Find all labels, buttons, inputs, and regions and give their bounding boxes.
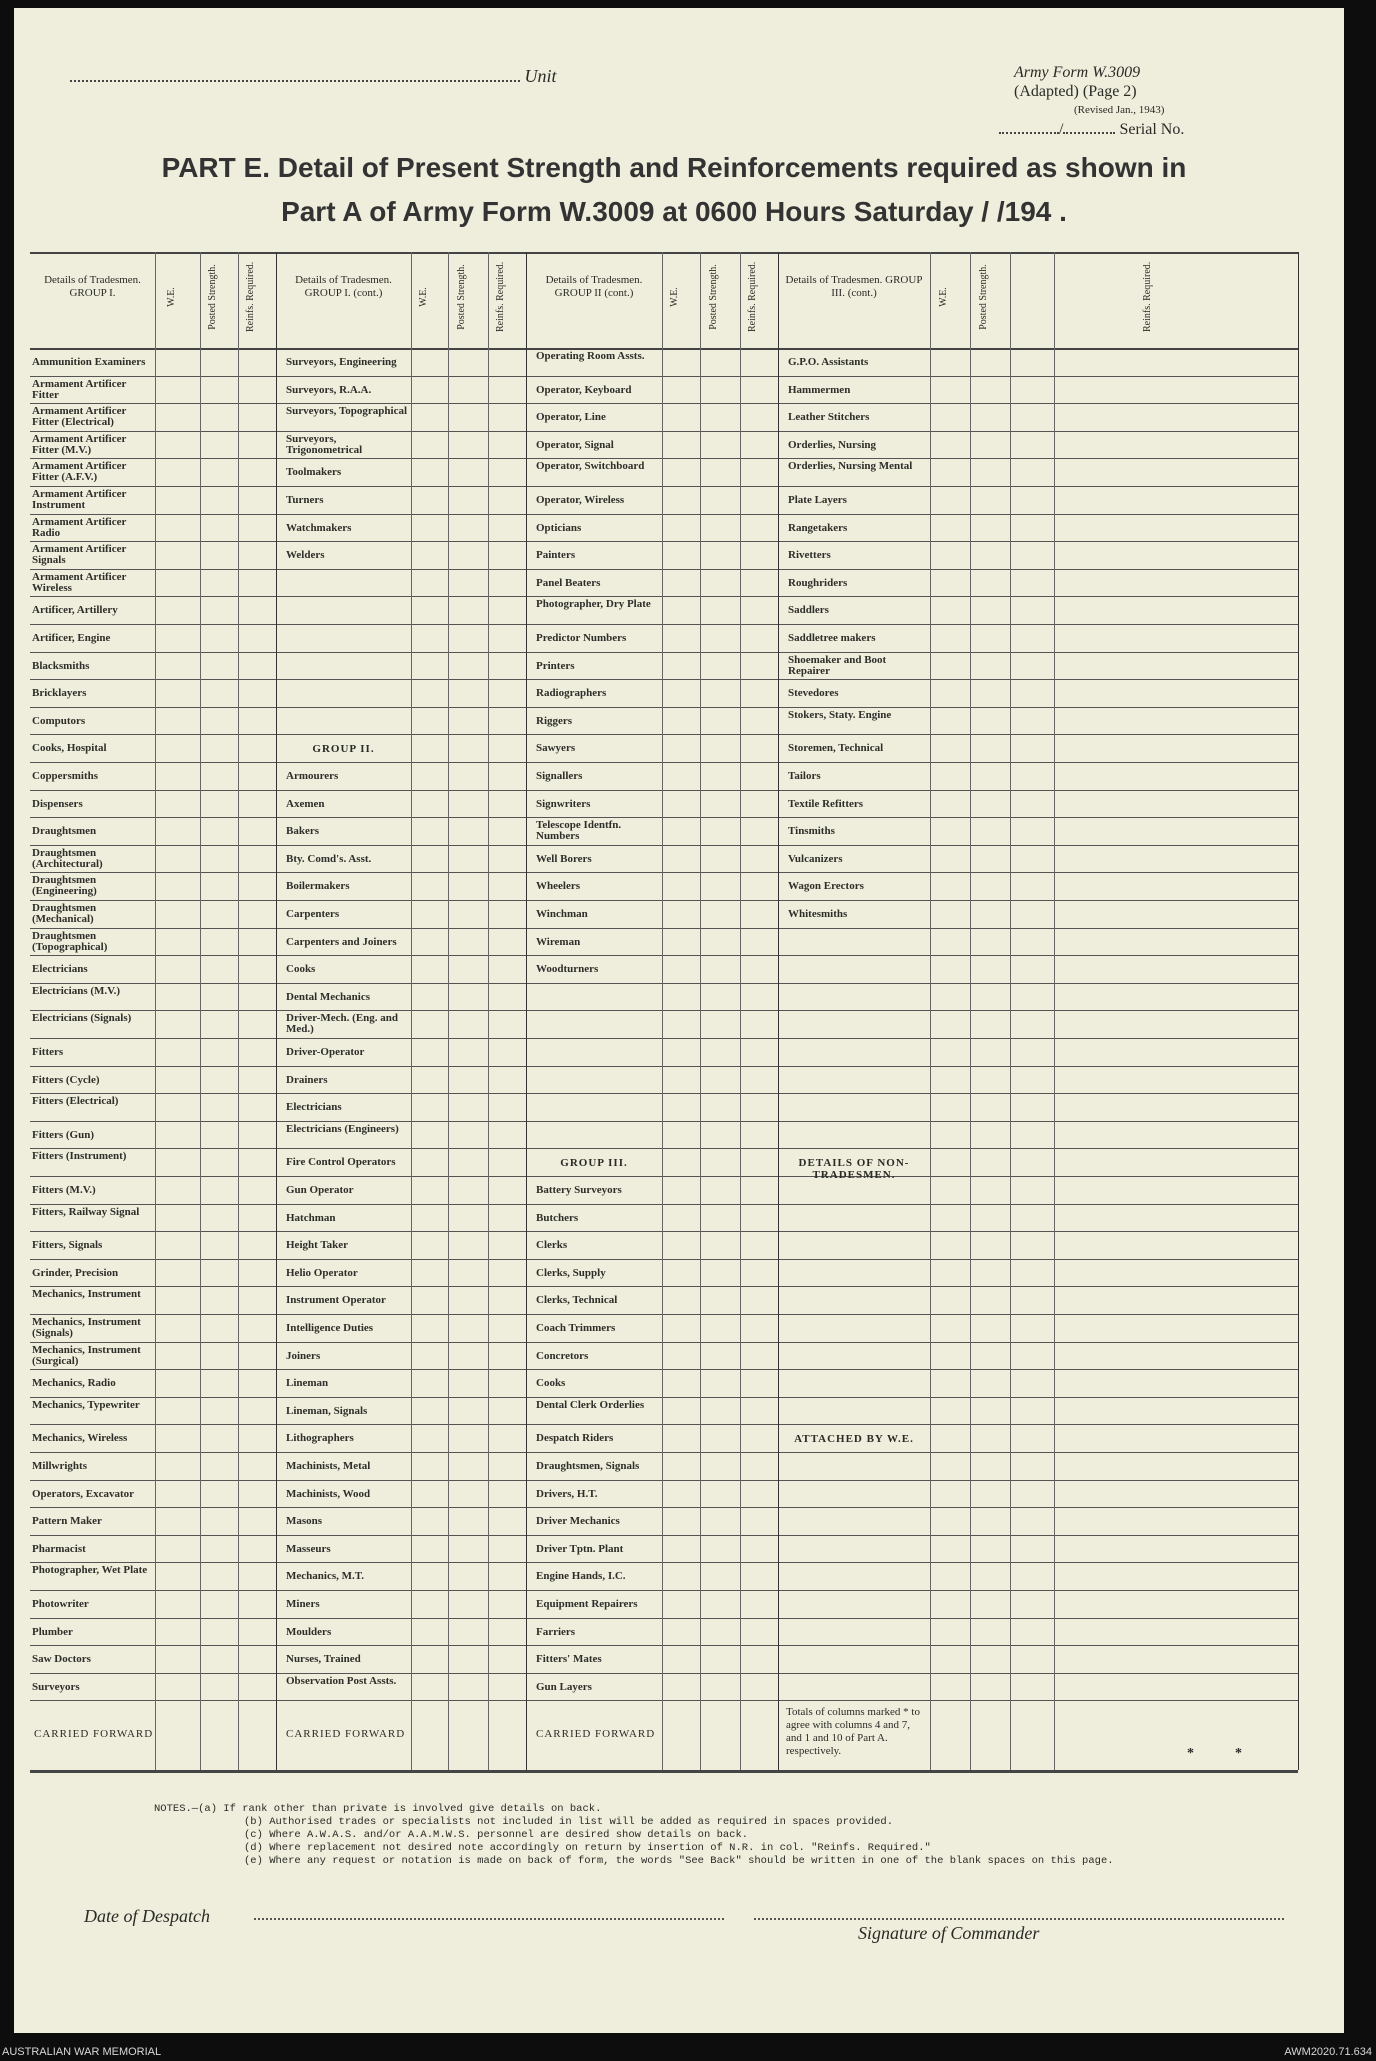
row-rule: [30, 928, 1298, 929]
row-label: Radiographers: [536, 688, 607, 700]
signature-of-commander-label: Signature of Commander: [858, 1923, 1040, 1943]
row-label: Operators, Excavator: [32, 1488, 135, 1500]
row-label: Electricians (Engineers): [286, 1123, 399, 1135]
row-label: Fitters, Railway Signal: [32, 1206, 140, 1218]
row-label: Signwriters: [536, 798, 591, 810]
strength-table: [30, 248, 1298, 1790]
row-label: Clerks: [536, 1240, 568, 1252]
row-label: Photowriter: [32, 1599, 89, 1610]
row-label: Machinists, Wood: [286, 1488, 371, 1500]
row-label: Rangetakers: [788, 522, 848, 534]
row-rule: [30, 900, 1298, 901]
row-rule: [30, 1507, 1298, 1508]
row-rule: [30, 1535, 1298, 1536]
row-label: Miners: [286, 1599, 320, 1610]
row-label: Armament Artificer Fitter (M.V.): [32, 433, 127, 456]
row-rule: [30, 1286, 1298, 1287]
column-rule: [276, 252, 277, 1770]
row-label: Operator, Wireless: [536, 495, 625, 506]
row-label: Concretors: [536, 1350, 589, 1362]
row-label: Surveyors, Trigonometrical: [286, 433, 363, 456]
row-label: Winchman: [536, 909, 588, 920]
row-rule: [30, 1369, 1298, 1370]
row-rule: [30, 403, 1298, 404]
row-label: Clerks, Supply: [536, 1267, 606, 1279]
row-label: Watchmakers: [286, 522, 352, 534]
row-rule: [30, 1452, 1298, 1453]
row-rule: [30, 541, 1298, 542]
table-header-rule: [30, 348, 1298, 350]
row-label: Masons: [286, 1516, 323, 1528]
row-label: Blacksmiths: [32, 660, 90, 672]
group-title: GROUP III.: [560, 1157, 628, 1170]
row-label: Tailors: [788, 771, 821, 782]
form-adapted: (Adapted) (Page 2): [1014, 83, 1137, 100]
row-rule: [30, 458, 1298, 459]
row-label: Butchers: [536, 1212, 579, 1224]
row-label: Carpenters: [286, 909, 340, 920]
row-rule: [30, 1562, 1298, 1563]
row-label: Surveyors, R.A.A.: [286, 384, 372, 396]
row-label: Draughtsmen (Mechanical): [32, 903, 97, 925]
reinfs-required-header: Reinfs. Required.: [245, 261, 256, 332]
row-label: Gun Operator: [286, 1185, 354, 1196]
row-rule: [30, 707, 1298, 708]
row-label: Leather Stitchers: [788, 412, 870, 424]
row-label: Printers: [536, 660, 575, 672]
row-label: Equipment Repairers: [536, 1599, 638, 1610]
row-rule: [30, 1010, 1298, 1011]
row-label: Coppersmiths: [32, 771, 99, 782]
row-label: Armament Artificer Wireless: [32, 571, 127, 594]
column-rule: [488, 252, 489, 1770]
row-label: Cooks: [286, 964, 316, 976]
row-label: Fitters (Cycle): [32, 1074, 100, 1086]
group-title: DETAILS OF NON-TRADESMEN.: [798, 1157, 910, 1182]
row-label: Surveyors, Topographical: [286, 406, 408, 418]
row-label: Sawyers: [536, 743, 576, 755]
row-rule: [30, 1148, 1298, 1149]
row-label: Orderlies, Nursing: [788, 439, 876, 451]
row-label: Pattern Maker: [32, 1516, 102, 1528]
row-label: Wireman: [536, 936, 581, 948]
row-label: Signallers: [536, 771, 583, 782]
row-rule: [30, 679, 1298, 680]
row-label: Driver-Mech. (Eng. and Med.): [286, 1013, 399, 1036]
row-label: Armament Artificer Instrument: [32, 489, 127, 511]
notes-section: [154, 1803, 1204, 1868]
star-marker: *: [1235, 1746, 1242, 1762]
date-of-despatch-label: Date of Despatch: [84, 1906, 210, 1926]
form-reference: [1014, 63, 1244, 120]
row-label: Engine Hands, I.C.: [536, 1571, 626, 1583]
row-label: Telescope Identfn. Numbers: [536, 820, 622, 843]
title-line-2: Part A of Army Form W.3009 at 0600 Hours Saturday / /194 .: [281, 196, 1067, 227]
row-rule: [30, 376, 1298, 377]
row-label: Mechanics, Wireless: [32, 1433, 128, 1445]
column-rule: [448, 252, 449, 1770]
row-rule: [30, 486, 1298, 487]
reinfs-required-header: Reinfs. Required.: [747, 261, 758, 332]
row-label: Drainers: [286, 1074, 328, 1086]
row-label: Lithographers: [286, 1433, 354, 1445]
we-header: W.E.: [165, 287, 177, 307]
row-label: Fitters (Electrical): [32, 1096, 119, 1108]
row-label: Fire Control Operators: [286, 1157, 396, 1169]
row-rule: [30, 1645, 1298, 1646]
column-header-3: Details of Tradesmen. GROUP II (cont.): [545, 274, 643, 299]
carried-forward-label: CARRIED FORWARD: [34, 1728, 154, 1741]
row-label: Hammermen: [788, 384, 851, 396]
row-label: Vulcanizers: [788, 853, 843, 865]
row-label: Nurses, Trained: [286, 1654, 361, 1666]
row-label: Saddletree makers: [788, 633, 876, 644]
group-title: GROUP II.: [312, 743, 375, 756]
row-label: Riggers: [536, 715, 573, 727]
row-label: Tinsmiths: [788, 826, 835, 838]
row-label: Saddlers: [788, 605, 829, 617]
row-rule: [30, 1121, 1298, 1122]
row-label: Welders: [286, 550, 325, 562]
row-label: Draughtsmen (Topographical): [32, 930, 108, 953]
serial-label: Serial No.: [1119, 121, 1185, 138]
row-rule: [30, 845, 1298, 846]
posted-strength-header: Posted Strength.: [978, 264, 989, 330]
row-label: Clerks, Technical: [536, 1295, 618, 1307]
row-label: Electricians (Signals): [32, 1013, 132, 1025]
row-label: Gun Layers: [536, 1681, 592, 1693]
serial-number-field: [999, 121, 1184, 139]
row-rule: [30, 1618, 1298, 1619]
row-label: Plumber: [32, 1626, 73, 1638]
row-label: Textile Refitters: [788, 798, 864, 810]
form-number: Army Form W.3009: [1014, 64, 1141, 81]
row-label: Height Taker: [286, 1240, 349, 1252]
column-header-1: Details of Tradesmen. GROUP I.: [44, 274, 141, 299]
row-label: Armament Artificer Signals: [32, 544, 127, 567]
column-rule: [526, 252, 527, 1770]
row-label: Turners: [286, 495, 324, 506]
row-label: Hatchman: [286, 1212, 336, 1224]
star-marker: *: [1187, 1746, 1194, 1762]
row-rule: [30, 1314, 1298, 1315]
we-header: W.E.: [669, 287, 680, 307]
unit-field: [70, 66, 580, 87]
group-title: ATTACHED BY W.E.: [794, 1433, 914, 1446]
row-label: Cooks, Hospital: [32, 743, 107, 755]
row-label: Moulders: [286, 1626, 332, 1638]
row-rule: [30, 1480, 1298, 1481]
reinfs-required-header: Reinfs. Required.: [1142, 261, 1153, 332]
row-rule: [30, 596, 1298, 597]
row-label: Operator, Keyboard: [536, 384, 632, 396]
posted-strength-header: Posted Strength.: [456, 264, 467, 330]
row-label: Toolmakers: [286, 467, 342, 479]
column-rule: [155, 252, 156, 1770]
row-rule: [30, 817, 1298, 818]
row-label: Orderlies, Nursing Mental: [788, 461, 913, 473]
row-label: Boilermakers: [286, 881, 350, 893]
row-label: Operator, Line: [536, 412, 606, 424]
row-label: Painters: [536, 550, 576, 562]
unit-dotted-line: [70, 80, 520, 82]
row-label: Roughriders: [788, 577, 848, 589]
row-rule: [30, 624, 1298, 625]
row-rule: [30, 1093, 1298, 1094]
row-label: Mechanics, Instrument: [32, 1289, 141, 1301]
row-label: Cooks: [536, 1378, 566, 1390]
row-label: Shoemaker and Boot Repairer: [788, 654, 887, 677]
row-label: Machinists, Metal: [286, 1461, 371, 1472]
row-label: Storemen, Technical: [788, 743, 884, 755]
row-label: Fitters: [32, 1047, 64, 1058]
note-line: NOTES.—(a) If rank other than private is involved give details on back.: [154, 1803, 602, 1815]
row-rule: [30, 1342, 1298, 1343]
posted-strength-header: Posted Strength.: [207, 264, 218, 330]
row-label: Rivetters: [788, 550, 831, 562]
we-header: W.E.: [938, 287, 949, 307]
row-label: Dental Mechanics: [286, 991, 371, 1003]
row-label: Despatch Riders: [536, 1433, 614, 1445]
row-rule: [30, 762, 1298, 763]
row-label: Whitesmiths: [788, 909, 848, 920]
row-label: Fitters (Gun): [32, 1129, 95, 1141]
row-label: Computors: [32, 715, 86, 727]
row-label: Driver-Operator: [286, 1047, 365, 1058]
row-label: Joiners: [286, 1350, 321, 1362]
row-rule: [30, 1590, 1298, 1591]
row-label: Surveyors: [32, 1681, 80, 1693]
serial-dotted-2: [1063, 132, 1115, 134]
row-rule: [30, 1176, 1298, 1177]
column-rule: [1298, 252, 1299, 1770]
row-label: Operating Room Assts.: [536, 351, 645, 362]
row-rule: [30, 1066, 1298, 1067]
row-rule: [30, 1038, 1298, 1039]
carried-forward-label: CARRIED FORWARD: [286, 1728, 406, 1741]
note-line: (d) Where replacement not desired note accordingly on return by insertion of N.R. in col. "Reinfs. Required.": [244, 1842, 931, 1854]
row-label: Driver Mechanics: [536, 1516, 620, 1528]
page-title: [74, 146, 1274, 234]
carried-forward-label: CARRIED FORWARD: [536, 1728, 656, 1741]
row-label: Photographer, Wet Plate: [32, 1565, 148, 1577]
column-rule: [1054, 252, 1055, 1770]
row-rule: [30, 1397, 1298, 1398]
row-label: Farriers: [536, 1626, 576, 1638]
row-rule: [30, 1700, 1298, 1701]
column-rule: [1010, 252, 1011, 1770]
row-label: Fitters, Signals: [32, 1240, 103, 1252]
row-label: Instrument Operator: [286, 1295, 386, 1307]
table-top-rule: [30, 252, 1298, 254]
row-rule: [30, 734, 1298, 735]
row-label: Woodturners: [536, 964, 599, 976]
serial-dotted-1: [999, 132, 1059, 134]
row-label: Panel Beaters: [536, 577, 601, 589]
row-rule: [30, 790, 1298, 791]
row-label: Intelligence Duties: [286, 1323, 374, 1334]
date-dotted-line: [254, 1918, 724, 1920]
column-rule: [200, 252, 201, 1770]
row-label: Mechanics, M.T.: [286, 1571, 365, 1583]
row-label: Bakers: [286, 826, 319, 838]
row-label: Fitters (Instrument): [32, 1151, 127, 1163]
row-label: Well Borers: [536, 853, 592, 865]
note-line: (b) Authorised trades or specialists not included in list will be added as required in spaces provided.: [244, 1816, 894, 1828]
row-label: Surveyors, Engineering: [286, 357, 397, 368]
footer-credit: AUSTRALIAN WAR MEMORIAL: [2, 2046, 162, 2058]
row-label: Helio Operator: [286, 1267, 358, 1279]
row-label: Pharmacist: [32, 1543, 86, 1555]
row-rule: [30, 431, 1298, 432]
column-rule: [238, 252, 239, 1770]
row-label: Mechanics, Typewriter: [32, 1399, 140, 1411]
column-rule: [740, 252, 741, 1770]
row-label: Operator, Switchboard: [536, 461, 645, 473]
row-label: Driver Tptn. Plant: [536, 1543, 624, 1555]
row-label: Stokers, Staty. Engine: [788, 709, 892, 721]
row-label: Millwrights: [32, 1461, 87, 1472]
title-line-1: PART E. Detail of Present Strength and Reinforcements required as shown in: [161, 152, 1187, 183]
row-label: Carpenters and Joiners: [286, 936, 397, 948]
note-line: (c) Where A.W.A.S. and/or A.A.M.W.S. personnel are desired show details on back.: [244, 1829, 749, 1841]
row-label: Plate Layers: [788, 495, 847, 506]
row-rule: [30, 1424, 1298, 1425]
row-label: Photographer, Dry Plate: [536, 599, 651, 611]
column-rule: [778, 252, 779, 1770]
row-label: Electricians: [286, 1102, 342, 1114]
row-label: Dispensers: [32, 798, 83, 810]
row-label: Drivers, H.T.: [536, 1488, 598, 1500]
row-label: Draughtsmen (Engineering): [32, 875, 97, 898]
row-label: Coach Trimmers: [536, 1323, 616, 1334]
row-label: Predictor Numbers: [536, 633, 627, 644]
row-label: G.P.O. Assistants: [788, 357, 869, 368]
row-rule: [30, 983, 1298, 984]
unit-label: Unit: [524, 66, 557, 86]
row-label: Draughtsmen (Architectural): [32, 847, 103, 870]
row-label: Armament Artificer Fitter (Electrical): [32, 406, 127, 429]
column-rule: [662, 252, 663, 1770]
row-rule: [30, 872, 1298, 873]
row-label: Stevedores: [788, 688, 839, 700]
row-label: Artificer, Engine: [32, 633, 111, 644]
row-label: Mechanics, Instrument (Surgical): [32, 1344, 141, 1367]
row-rule: [30, 514, 1298, 515]
note-line: (e) Where any request or notation is made on back of form, the words "See Back" should be written in one of the blank spaces on this page.: [244, 1855, 1114, 1867]
we-header: W.E.: [417, 287, 429, 307]
reinfs-required-header: Reinfs. Required.: [495, 261, 506, 332]
column-rule: [930, 252, 931, 1770]
row-label: Armourers: [286, 771, 339, 782]
column-header-4: Details of Tradesmen. GROUP III. (cont.): [785, 274, 923, 299]
row-label: Battery Surveyors: [536, 1185, 622, 1196]
signature-dotted-line: [754, 1918, 1284, 1920]
serial-separator: /: [1059, 121, 1064, 138]
row-label: Fitters' Mates: [536, 1654, 602, 1666]
totals-note: Totals of columns marked * to agree with columns 4 and 7, and 1 and 10 of Part A. respectively.: [786, 1706, 920, 1758]
row-label: Artificer, Artillery: [32, 605, 118, 617]
row-rule: [30, 569, 1298, 570]
row-label: Dental Clerk Orderlies: [536, 1399, 645, 1411]
row-label: Bricklayers: [32, 688, 87, 700]
posted-strength-header: Posted Strength.: [708, 264, 719, 330]
row-label: Lineman, Signals: [286, 1405, 368, 1417]
row-label: Lineman: [286, 1378, 329, 1390]
row-rule: [30, 1204, 1298, 1205]
column-rule: [411, 252, 412, 1770]
row-label: Opticians: [536, 522, 582, 534]
row-label: Armament Artificer Radio: [32, 516, 127, 539]
form-revised: (Revised Jan., 1943): [1074, 104, 1165, 116]
row-label: Draughtsmen: [32, 826, 97, 838]
row-label: Axemen: [286, 798, 325, 810]
column-rule: [700, 252, 701, 1770]
form-page: [14, 8, 1344, 2033]
row-rule: [30, 955, 1298, 956]
row-label: Draughtsmen, Signals: [536, 1461, 640, 1472]
table-bottom-rule: [30, 1770, 1298, 1773]
row-label: Masseurs: [286, 1543, 331, 1555]
row-rule: [30, 1231, 1298, 1232]
row-label: Bty. Comd's. Asst.: [286, 853, 372, 865]
row-label: Mechanics, Radio: [32, 1378, 116, 1390]
row-label: Mechanics, Instrument (Signals): [32, 1317, 141, 1339]
row-rule: [30, 1673, 1298, 1674]
row-label: Armament Artificer Fitter (A.F.V.): [32, 461, 127, 484]
row-label: Electricians (M.V.): [32, 985, 121, 997]
column-header-2: Details of Tradesmen. GROUP I. (cont.): [295, 274, 392, 299]
column-rule: [970, 252, 971, 1770]
row-label: Wagon Erectors: [788, 881, 864, 893]
row-label: Ammunition Examiners: [32, 357, 146, 368]
row-rule: [30, 652, 1298, 653]
row-label: Operator, Signal: [536, 439, 614, 451]
row-label: Fitters (M.V.): [32, 1185, 96, 1196]
row-label: Wheelers: [536, 881, 580, 893]
row-label: Armament Artificer Fitter: [32, 378, 127, 401]
row-label: Observation Post Assts.: [286, 1675, 397, 1687]
row-label: Grinder, Precision: [32, 1267, 119, 1279]
row-label: Saw Doctors: [32, 1654, 91, 1666]
footer-accession: AWM2020.71.634: [1284, 2046, 1372, 2058]
row-label: Electricians: [32, 964, 88, 976]
row-rule: [30, 1259, 1298, 1260]
